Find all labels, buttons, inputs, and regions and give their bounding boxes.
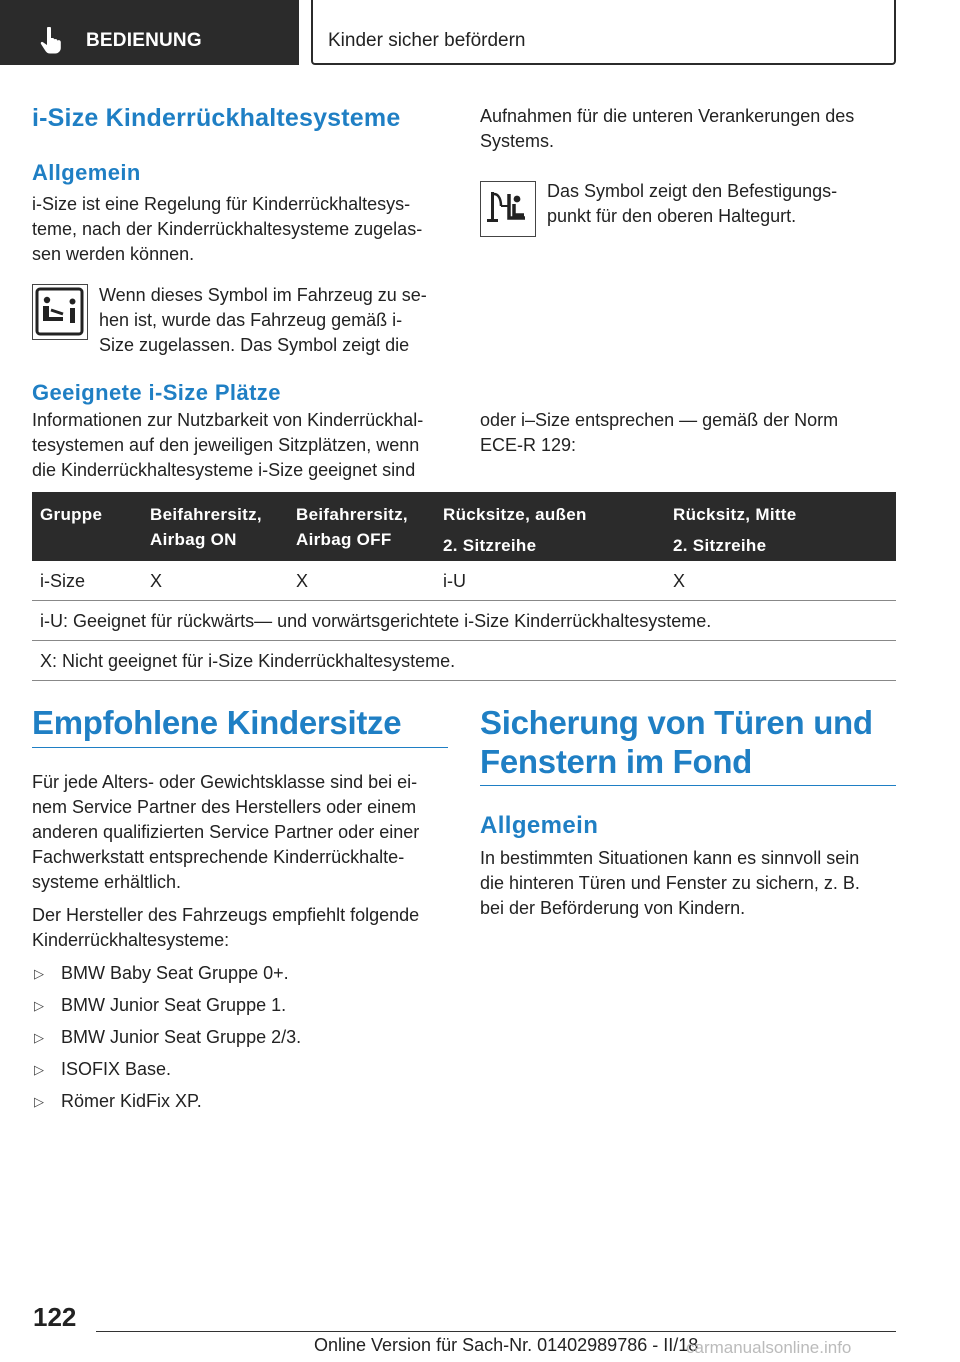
isize-continuation bbox=[480, 104, 896, 154]
continuation-line: Aufnahmen für die unteren Verankerungen des bbox=[480, 106, 855, 126]
bullet-triangle-icon: ▷ bbox=[34, 998, 44, 1013]
suitable-line: die Kinderrückhaltesysteme i-Size geeignet sind bbox=[32, 460, 416, 480]
list-item: ▷ BMW Junior Seat Gruppe 1. bbox=[34, 995, 287, 1015]
suitable-heading: Geeignete i-Size Plätze bbox=[32, 380, 281, 405]
table-header bbox=[32, 492, 896, 561]
header-cell-passenger-off: Beifahrersitz, Airbag OFF bbox=[296, 505, 408, 549]
table-cell: X bbox=[296, 571, 309, 591]
isize-title: i-Size Kinderrückhaltesysteme bbox=[32, 104, 401, 132]
isize-seat-icon bbox=[32, 284, 88, 340]
recommended-title: Empfohlene Kindersitze bbox=[32, 704, 402, 741]
bullet-triangle-icon: ▷ bbox=[34, 1094, 44, 1109]
list-item: ▷ ISOFIX Base. bbox=[34, 1059, 172, 1079]
watermark: carmanualsonline.info bbox=[686, 1338, 852, 1357]
list-item: ▷ Römer KidFix XP. bbox=[34, 1091, 202, 1111]
suitable-continuation bbox=[480, 408, 896, 458]
doors-line: In bestimmten Situationen kann es sinnvoll sein bbox=[480, 848, 860, 868]
isize-general-line: sen werden können. bbox=[32, 244, 195, 264]
isize-section bbox=[32, 104, 448, 133]
hand-pointer-icon bbox=[40, 27, 62, 54]
isize-symbol-note bbox=[99, 283, 449, 358]
suitable-line: tesystemen auf den jeweiligen Sitzplätzen, wenn bbox=[32, 435, 420, 455]
table-note: i-U: Geeignet für rückwärts— und vorwärtsgerichtete i-Size Kinderrückhaltesysteme. bbox=[32, 601, 896, 641]
doors-heading: Allgemein bbox=[480, 812, 599, 839]
bullet-triangle-icon: ▷ bbox=[34, 1062, 44, 1077]
online-version-text: Online Version für Sach-Nr. 01402989786 - II/18 bbox=[314, 1335, 699, 1355]
suitable-section bbox=[32, 380, 448, 483]
suitable-line: Informationen zur Nutzbarkeit von Kinderrückhal- bbox=[32, 410, 424, 430]
isize-seats-table bbox=[32, 492, 896, 681]
header-cell-passenger-on: Beifahrersitz, Airbag ON bbox=[150, 505, 262, 549]
isize-general-line: i-Size ist eine Regelung für Kinderrückhaltesys- bbox=[32, 194, 411, 214]
doors-title: Sicherung von Türen und Fenstern im Fond bbox=[480, 704, 873, 780]
title-rule bbox=[32, 747, 448, 748]
page-number: 122 bbox=[33, 1302, 77, 1332]
recommended-list bbox=[32, 963, 448, 1123]
symbol-note-line: Size zugelassen. Das Symbol zeigt die bbox=[99, 335, 410, 355]
recommended-line: systeme erhältlich. bbox=[32, 872, 182, 892]
list-item: ▷ BMW Baby Seat Gruppe 0+. bbox=[34, 963, 289, 983]
table-cell: X bbox=[673, 571, 686, 591]
chapter-title: Kinder sicher befördern bbox=[328, 30, 526, 51]
recommended-section bbox=[32, 703, 448, 1123]
header-cell-rear-middle: Rücksitz, Mitte 2. Sitzreihe bbox=[673, 505, 797, 555]
bullet-triangle-icon: ▷ bbox=[34, 966, 44, 981]
title-rule bbox=[480, 785, 896, 786]
top-tether-anchor-icon bbox=[480, 181, 536, 237]
continuation-line: Systems. bbox=[480, 131, 555, 151]
bullet-triangle-icon: ▷ bbox=[34, 1030, 44, 1045]
doors-line: die hinteren Türen und Fenster zu sichern, z. B. bbox=[480, 873, 860, 893]
symbol-note-line: Wenn dieses Symbol im Fahrzeug zu se- bbox=[99, 285, 427, 305]
chapter-title-box bbox=[311, 0, 896, 65]
table-note: X: Nicht geeignet für i-Size Kinderrückhaltesysteme. bbox=[32, 641, 896, 681]
suitable-line: ECE-R 129: bbox=[480, 435, 577, 455]
table-row bbox=[32, 561, 896, 601]
table-cell: i-U bbox=[443, 571, 466, 591]
doors-line: bei der Beförderung von Kindern. bbox=[480, 898, 746, 918]
recommended-line: Kinderrückhaltesysteme: bbox=[32, 930, 230, 950]
tether-note bbox=[547, 179, 897, 229]
recommended-line: nem Service Partner des Herstellers oder einem bbox=[32, 797, 417, 817]
tether-note-line: punkt für den oberen Haltegurt. bbox=[547, 206, 797, 226]
header-cell-rear-outer: Rücksitze, außen 2. Sitzreihe bbox=[443, 505, 587, 555]
suitable-line: oder i–Size entsprechen — gemäß der Norm bbox=[480, 410, 839, 430]
recommended-line: Fachwerkstatt entsprechende Kinderrückhalte- bbox=[32, 847, 405, 867]
section-tab[interactable] bbox=[0, 0, 299, 65]
tether-note-line: Das Symbol zeigt den Befestigungs- bbox=[547, 181, 838, 201]
recommended-line: Der Hersteller des Fahrzeugs empfiehlt folgende bbox=[32, 905, 420, 925]
section-label: BEDIENUNG bbox=[86, 30, 202, 51]
isize-general bbox=[32, 160, 448, 267]
table-cell: X bbox=[150, 571, 163, 591]
recommended-line: anderen qualifizierten Service Partner oder einer bbox=[32, 822, 420, 842]
doors-section bbox=[480, 703, 896, 921]
symbol-note-line: hen ist, wurde das Fahrzeug gemäß i- bbox=[99, 310, 403, 330]
list-item: ▷ BMW Junior Seat Gruppe 2/3. bbox=[34, 1027, 302, 1047]
recommended-line: Für jede Alters- oder Gewichtsklasse sind bei ei- bbox=[32, 772, 418, 792]
header-cell-group: Gruppe bbox=[40, 505, 103, 524]
table-cell: i-Size bbox=[40, 571, 86, 591]
isize-general-heading: Allgemein bbox=[32, 160, 141, 185]
isize-general-line: teme, nach der Kinderrückhaltesysteme zugelas- bbox=[32, 219, 423, 239]
footer-rule bbox=[96, 1331, 896, 1332]
